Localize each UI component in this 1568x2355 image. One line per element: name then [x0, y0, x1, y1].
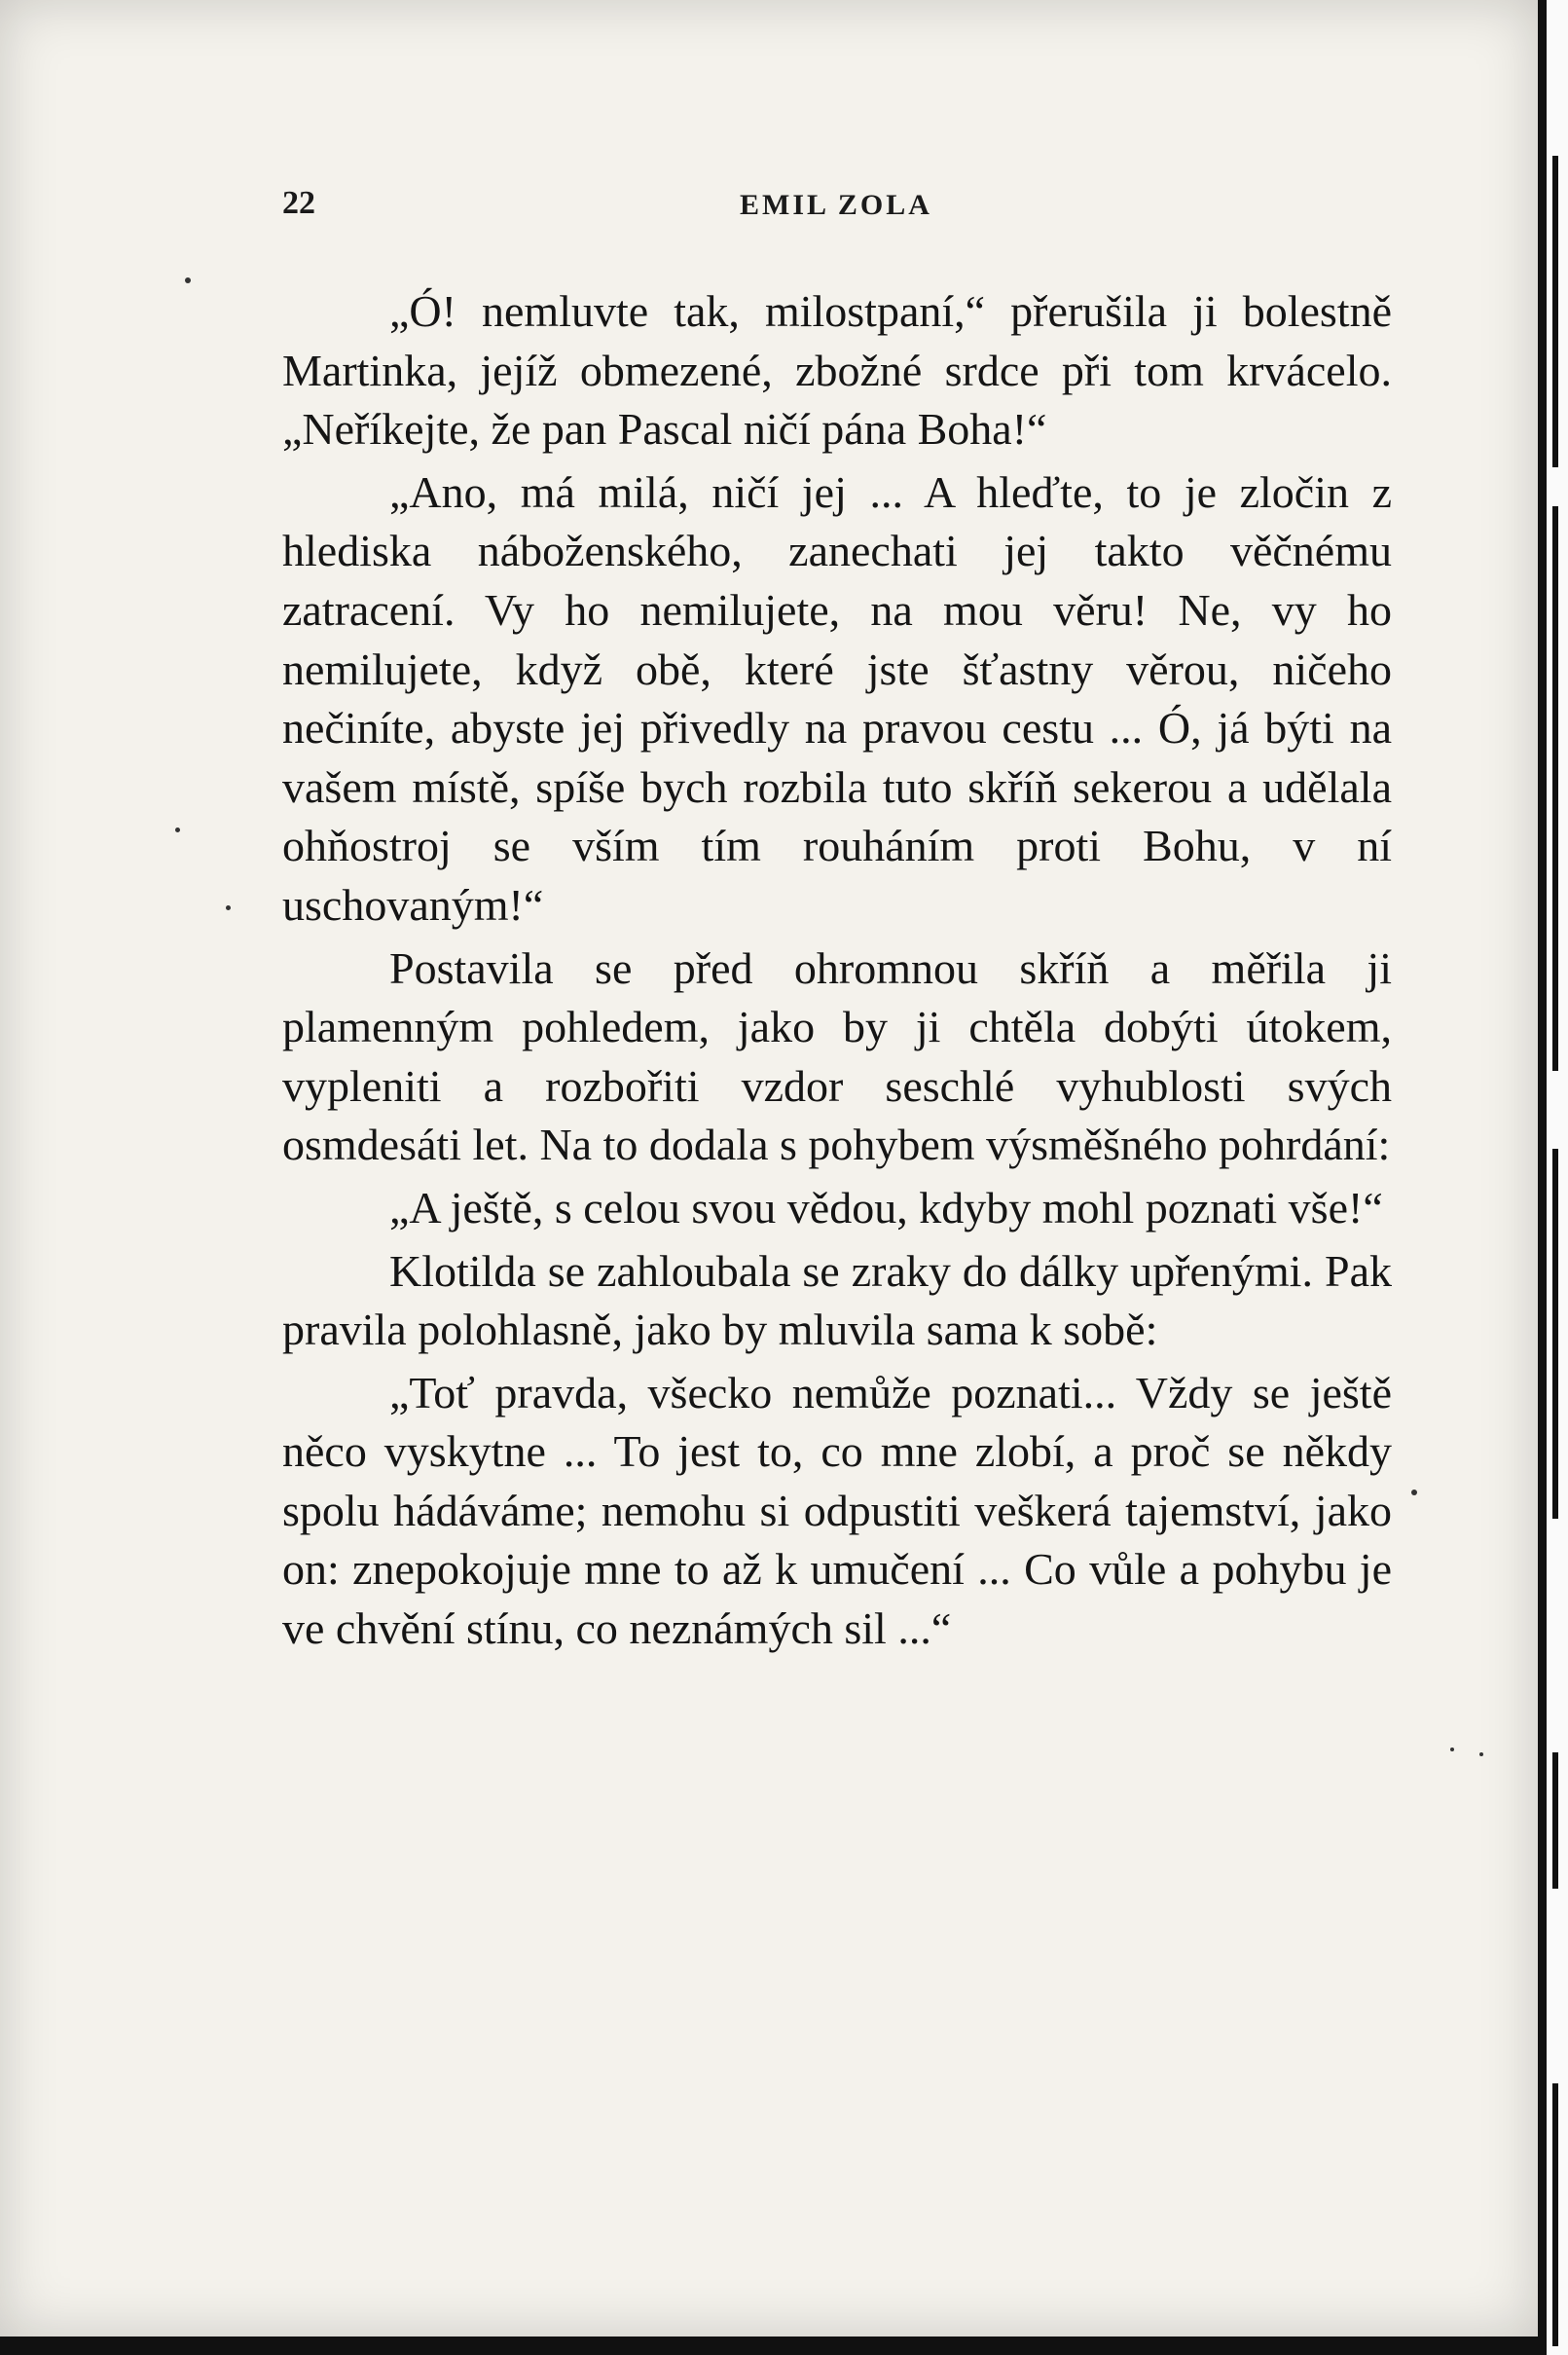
edge-mark: [1552, 1149, 1558, 1519]
edge-mark: [1552, 2083, 1558, 2346]
page-header: [282, 185, 1392, 243]
dust-speck: [185, 277, 191, 283]
paragraph: „A ještě, s celou svou vědou, kdyby mohl poznati vše!“: [389, 1182, 1383, 1233]
paragraph: „Ó! nemluvte tak, milostpaní,“ přerušila ji bolestně Martinka, jejíž obmezené, zbožné srdce při tom krvácelo. „Neříkejte, že pan Pascal ničí pána Boha!“: [282, 286, 1392, 455]
dust-speck: [226, 905, 231, 910]
paragraph: „Toť pravda, všecko nemůže poznati... Vždy se ještě něco vyskytne ... To jest to, co mne zlobí, a proč se někdy spolu hádáváme; nemohu si odpustiti veškerá tajemství, jako on: znepokojuje mne to až k umučení ... Co vůle a pohybu je ve chvění stínu, co neznámých sil ...“: [282, 1367, 1392, 1654]
paragraph: Klotilda se zahloubala se zraky do dálky upřenými. Pak pravila polohlasně, jako by mluvila sama k sobě:: [282, 1245, 1392, 1355]
page-number: 22: [282, 185, 315, 221]
paragraph: „Ano, má milá, ničí jej ... A hleďte, to je zločin z hlediska náboženského, zanechati jej takto věčnému zatracení. Vy ho nemilujete, na mou věru! Ne, vy ho nemilujete, když obě, které jste šťastny věrou, ničeho nečiníte, abyste jej přivedly na pravou cestu ... Ó, já býti na vašem místě, spíše bych rozbila tuto skříň sekerou a udělala ohňostroj se vším tím rouháním proti Bohu, v ní uschovaným!“: [282, 466, 1392, 930]
dust-speck: [1450, 1748, 1454, 1751]
running-head: EMIL ZOLA: [740, 189, 932, 221]
body-text: [282, 282, 1392, 1663]
paragraph: Postavila se před ohromnou skříň a měřila ji plamenným pohledem, jako by ji chtěla dobýti útokem, vypleniti a rozbořiti vzdor seschlé vyhublosti svých osmdesáti let. Na to dodala s pohybem výsměšného pohrdání:: [282, 942, 1392, 1170]
dust-speck: [1479, 1752, 1483, 1756]
next-page-edge: [1543, 0, 1568, 2355]
edge-mark: [1552, 156, 1558, 467]
dust-speck: [1411, 1490, 1417, 1495]
dust-speck: [175, 828, 180, 832]
edge-mark: [1552, 506, 1558, 1071]
edge-mark: [1552, 1752, 1558, 1889]
